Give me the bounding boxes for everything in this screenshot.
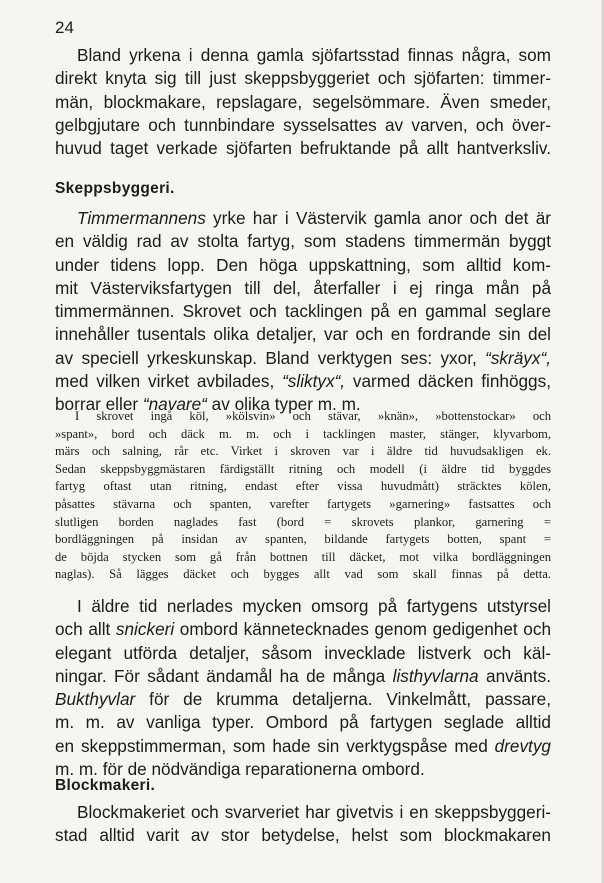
text-line: ningar. För sådant ändamål ha de många listhyvlarna använts. bbox=[55, 665, 551, 686]
text-line: Blockmakeriet och svarveriet har givetvis i en skeppsbyggeri- bbox=[77, 802, 551, 822]
footnote-block bbox=[55, 408, 551, 584]
note-line: de böjda stycken som gå från bottnen till däcket, mot vilka bordläggningen bbox=[55, 549, 551, 564]
text-line: gelbgjutare och tunnbindare sysselsattes av varven, och över- bbox=[55, 114, 551, 135]
text-line: med vilken virket avbilades, “sliktyx“, varmed däcken finhöggs, bbox=[55, 371, 551, 392]
note-line: I skrovet ingå köl, »kölsvin» och stävar, »knän», »bottenstockar» och bbox=[75, 409, 551, 423]
italic-term: “skräyx“, bbox=[485, 347, 551, 368]
section-heading-blockmakeri: Blockmakeri. bbox=[55, 777, 156, 794]
text-line: elegant utförda detaljer, såsom invecklade listverk och käl- bbox=[55, 642, 551, 663]
skeppsbyggeri-paragraph-1 bbox=[55, 207, 551, 417]
note-line: Sedan skeppsbyggmästaren färdigställt ritning och modell (i äldre tid byggdes bbox=[55, 461, 551, 476]
text-line: m. m. av vanliga typer. Ombord på fartygen seglade alltid bbox=[55, 712, 551, 733]
note-line: »spant», bord och däck m. m. och i tacklingen master, stänger, klyvarbom, bbox=[55, 426, 551, 441]
skeppsbyggeri-paragraph-2 bbox=[55, 595, 551, 781]
italic-term: “navare“ bbox=[142, 394, 207, 415]
italic-term: snickeri bbox=[115, 619, 175, 640]
blockmakeri-paragraph bbox=[55, 801, 551, 848]
text-line: en väldig rad av stolta fartyg, som stadens timmermän byggt bbox=[55, 231, 551, 252]
text-line: män, blockmakare, repslagare, segelsömmare. Även smeder, bbox=[55, 91, 551, 112]
italic-term: drevtyg bbox=[494, 735, 551, 756]
note-line: slutligen borden naglades fast (bord = skrovets plankor, garnering = bbox=[55, 514, 551, 529]
text-line: stad alltid varit av stor betydelse, helst som blockmakaren bbox=[55, 825, 551, 846]
text-line: en skeppstimmerman, som hade sin verktygspåse med drevtyg bbox=[55, 735, 551, 756]
text-line: innehåller tusentals olika detaljer, var och en fordrande sin del bbox=[55, 324, 551, 345]
text-line: och allt snickeri ombord kännetecknades genom gedigenhet och bbox=[55, 619, 551, 640]
text-line: av speciell yrkeskunskap. Bland verktygen ses: yxor, “skräyx“, bbox=[55, 347, 551, 368]
italic-term: Timmermannens bbox=[77, 208, 206, 228]
text-line: under tidens lopp. Den höga uppskattning, som alltid kom- bbox=[55, 254, 551, 275]
note-line: bordläggningen på insidan av spanten, bildande fartygets botten, spant = bbox=[55, 532, 551, 547]
text-line: mit Västerviksfartygen till del, återfaller i ej ringa mån på bbox=[55, 277, 551, 298]
text-line: Timmermannens yrke har i Västervik gamla anor och det är bbox=[77, 208, 551, 228]
text-line: huvud taget verkade sjöfarten befruktande på allt hantverksliv. bbox=[55, 138, 551, 159]
text-line: m. m. för de nödvändiga reparationerna ombord. bbox=[55, 759, 425, 780]
page-number: 24 bbox=[55, 18, 74, 37]
intro-paragraph bbox=[55, 44, 551, 160]
text-line: I äldre tid nerlades mycken omsorg på fartygens utstyrsel bbox=[77, 596, 551, 616]
text-line: timmermännen. Skrovet och tacklingen på en gammal seglare bbox=[55, 301, 551, 322]
note-line: märs och salning, rår etc. Virket i skroven var i äldre tid huvudsakligen ek. bbox=[55, 444, 551, 459]
italic-term: Bukthyvlar bbox=[55, 689, 136, 710]
text-line: Bland yrkena i denna gamla sjöfartsstad finnas några, som bbox=[77, 45, 551, 65]
note-line: naglas). Så lägges däcket och bygges allt vad som skall finnas på detta. bbox=[55, 567, 551, 582]
text-line: Bukthyvlar för de krumma detaljerna. Vinkelmått, passare, bbox=[55, 689, 551, 710]
italic-term: listhyvlarna bbox=[392, 665, 479, 686]
note-line: påsattes stävarna och spanten, varefter fartygets »garnering» fastsattes och bbox=[55, 496, 551, 511]
section-heading-skeppsbyggeri: Skeppsbyggeri. bbox=[55, 180, 175, 197]
text-line: direkt knyta sig till just skeppsbyggeriet och sjöfarten: timmer- bbox=[55, 68, 551, 89]
note-line: fartyg oftast utan ritning, endast efter vissa huvudmått) sträcktes kölen, bbox=[55, 479, 551, 494]
italic-term: “sliktyx“, bbox=[282, 371, 346, 392]
text-line: borrar eller “navare“ av olika typer m. m. bbox=[55, 394, 361, 415]
